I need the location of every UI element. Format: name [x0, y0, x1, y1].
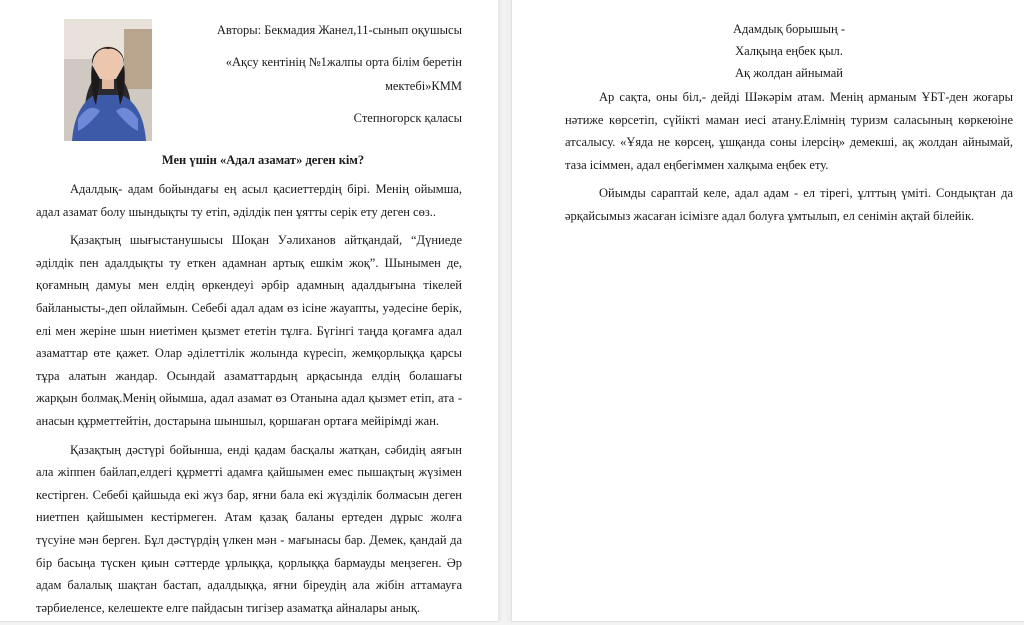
author-info	[170, 18, 462, 130]
authors-line: Авторы: Бекмадия Жанел,11-сынып оқушысы	[216, 23, 462, 37]
school-line-2: мектебі»КММ	[384, 79, 462, 93]
essay-title: Мен үшін «Адал азамат» деген кім?	[161, 153, 365, 167]
poem-quote	[676, 18, 902, 84]
paragraph: Адалдық- адам бойындағы ең асыл қасиеттердің бірі. Менің ойымша, адал азамат болу шындықты ту етіп, әділдік пен ұятты серік ету деген сөз..	[36, 182, 462, 219]
school-line-1: «Ақсу кентінің №1жалпы орта білім беретін	[225, 55, 462, 69]
right-body-text	[565, 18, 1013, 234]
poem-line: Халқыңа еңбек қыл.	[735, 44, 843, 58]
author-photo	[64, 19, 152, 141]
page-gutter	[498, 0, 512, 621]
paragraph: Ойымды сараптай келе, адал адам - ел тірегі, ұлттың үміті. Сондықтан да әрқайсымыз жасаған ісімізге адал болуға ұмтылып, ел сенімін ақтай білейік.	[565, 186, 1013, 223]
paragraph: Қазақтың дәстүрі бойынша, енді қадам басқалы жатқан, сәбидің аяғын ала жіппен байлап,елдегі құрметті адамға қайшымен емес пышақтың жүзімен кестірген. Себебі қайшыда екі жүз бар, яғни бала екі жүзділік болмасын деген ниетпен қайшымен кестірмеген. Атам қазақ баланы ертеден дұрыс жолға түсуіне мән берген. Бұл дәстүрдің үлкен мән - мағынасы бар. Демек, қандай да бір басыңа түскен қиын сәттерде ұрлыққа, қорлыққа бармауды меңзеген. Әр адам балалық шақтан бастап, адалдыққа, яғни біреудің ала жібін аттамауға тәрбиеленсе, келешекте елге пайдасын тигізер азаматқа айналары анық.	[36, 442, 462, 615]
left-body-text	[36, 178, 462, 625]
poem-line: Адамдық борышың -	[732, 22, 846, 36]
poem-line: Ақ жолдан айнымай	[735, 66, 843, 80]
city-line: Степногорск қаласы	[353, 111, 462, 125]
paragraph: Ар сақта, оны біл,- дейді Шәкәрім атам. Менің арманым ҰБТ-ден жоғары нәтиже көрсетіп, сүйікті маман иесі атану.Елімнің туризм саласының көркеюіне атсалысу. «Ұяда не көрсең, ұшқанда соны ілерсің» демекші, ақ жолдан айнымай, таза ісіммен, адал еңбегіммен халқыма еңбек ету.	[565, 90, 1013, 172]
paragraph: Қазақтың шығыстанушысы Шоқан Уәлиханов айтқандай, “Дүниеде әділдік пен адалдықты ту еткен адамнан артық ешкім жоқ”. Шынымен де, қоғамның дамуы мен елдің өркендеуі әрбір адамның адалдығына тікелей байланысты-,деп ойлаймын. Себебі адал адам өз ісіне жауапты, уәдесіне берік, елі мен жеріне шын ниетімен қызмет ететін тұлға. Бүгінгі таңда қоғамға адал азаматтар өте қажет. Олар әділеттілік жолында күресіп, жемқорлыққа қарсы тұра алатын жандар. Осындай азаматтардың арқасында елдің болашағы жарқын болмақ.Менің ойымша, адал азамат өз Отанына адал қызмет етіп, ата - анасын құрметтейтін, достарына шыншыл, қоршаған ортаға мейірімді жан.	[36, 233, 462, 428]
